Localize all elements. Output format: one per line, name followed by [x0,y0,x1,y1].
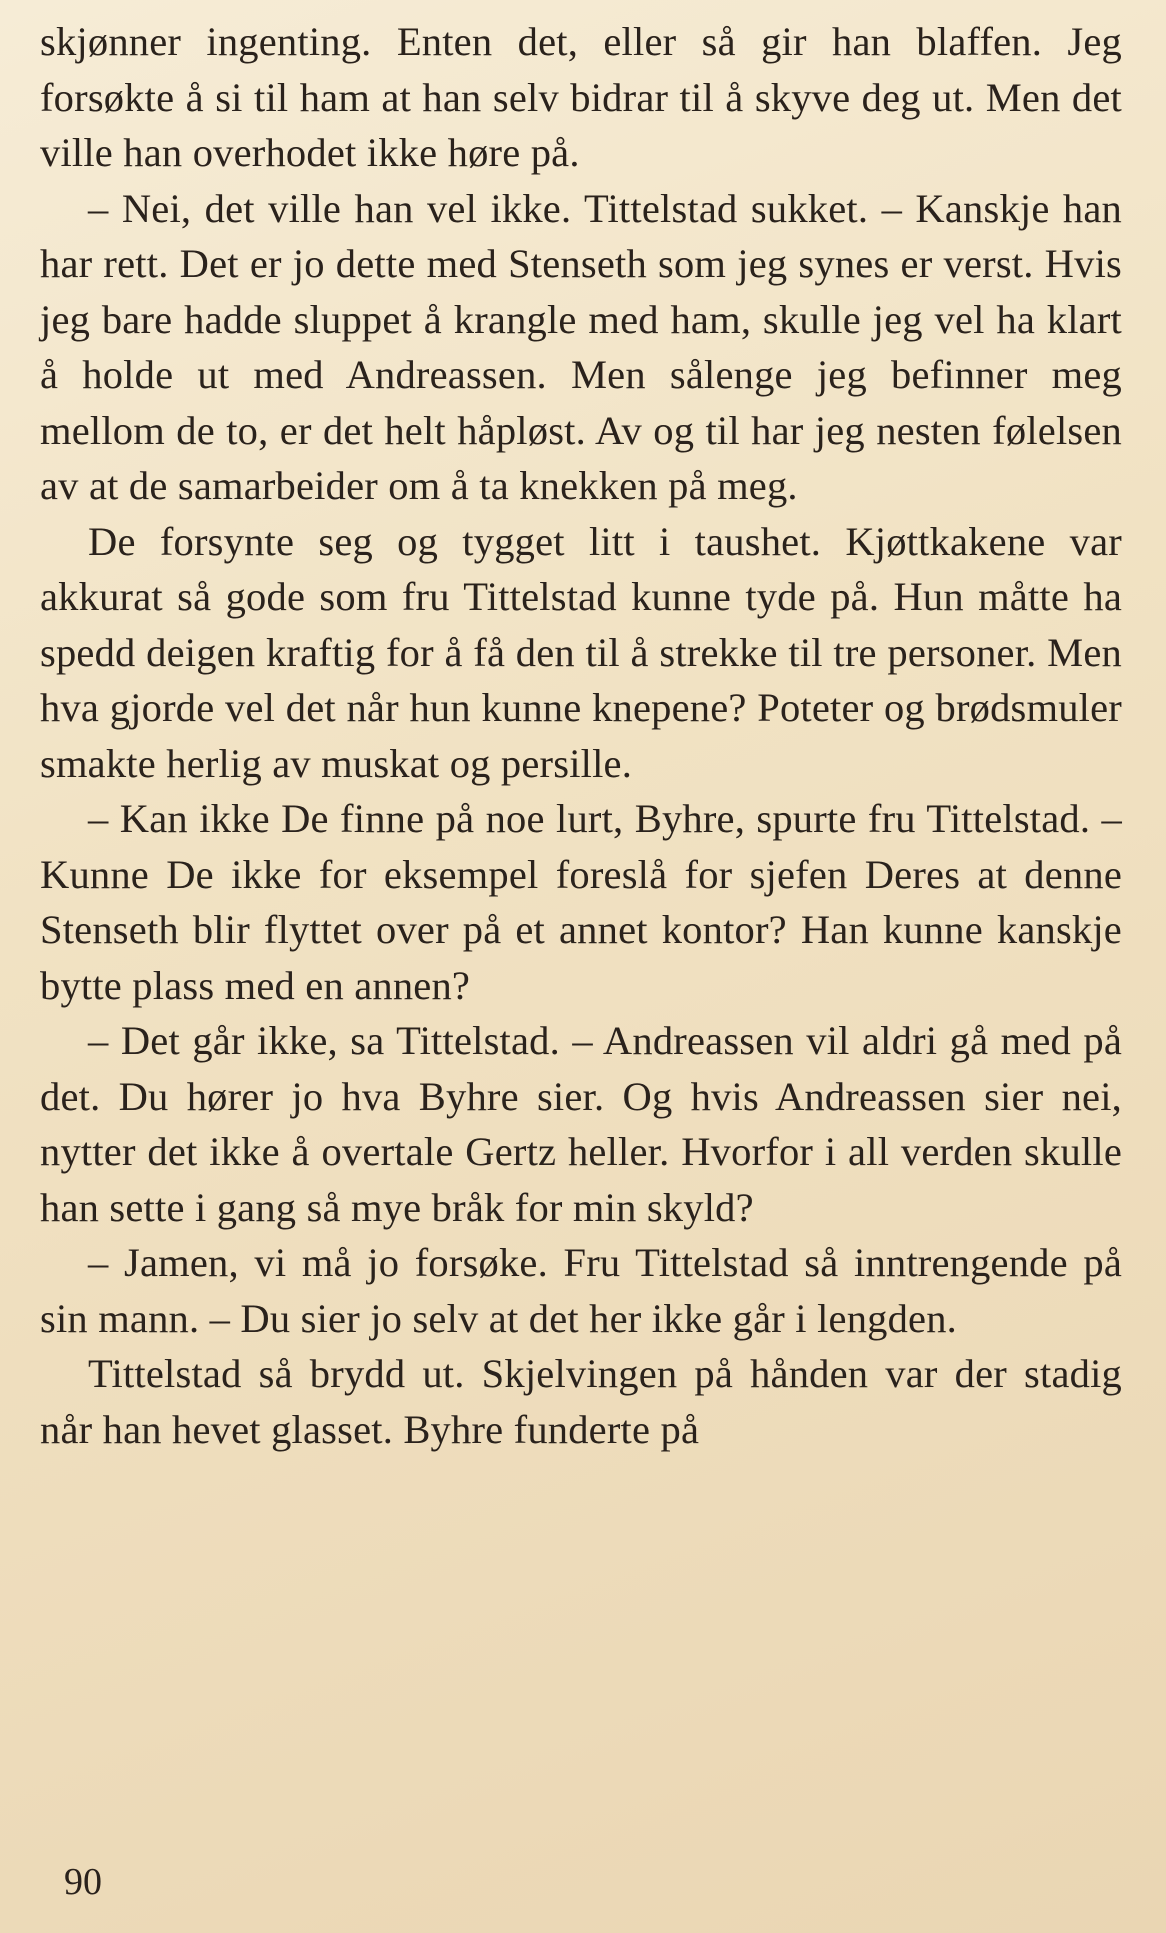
paragraph: skjønner ingenting. Enten det, eller så gir han blaffen. Jeg forsøkte å si til ham at han selv bidrar til å skyve deg ut. Men det ville han overhodet ikke høre på. [40,19,1122,175]
paragraph: Tittelstad så brydd ut. Skjelvingen på hånden var der stadig når han hevet glasset. Byhre funderte på [40,1351,1122,1452]
paragraph: – Det går ikke, sa Tittelstad. – Andreassen vil aldri gå med på det. Du hører jo hva Byhre sier. Og hvis Andreassen sier nei, nytter det ikke å overtale Gertz heller. Hvorfor i all verden skulle han sette i gang så mye bråk for min skyld? [40,1018,1122,1230]
paragraph: – Nei, det ville han vel ikke. Tittelstad sukket. – Kanskje han har rett. Det er jo dette med Stenseth som jeg synes er verst. Hvis jeg bare hadde sluppet å krangle med ham, skulle jeg vel ha klart å holde ut med Andreassen. Men sålenge jeg befinner meg mellom de to, er det helt håpløst. Av og til har jeg nesten følelsen av at de samarbeider om å ta knekken på meg. [40,185,1122,508]
page-number: 90 [64,1861,102,1903]
paragraph: – Kan ikke De finne på noe lurt, Byhre, spurte fru Tittelstad. – Kunne De ikke for eksempel foreslå for sjefen Deres at denne Stenseth blir flyttet over på et annet kontor? Han kunne kanskje bytte plass med en annen? [40,796,1122,1008]
paragraph: – Jamen, vi må jo forsøke. Fru Tittelstad så inntrengende på sin mann. – Du sier jo selv at det her ikke går i lengden. [40,1240,1122,1341]
paragraph: De forsynte seg og tygget litt i taushet. Kjøttkakene var akkurat så gode som fru Tittelstad kunne tyde på. Hun måtte ha spedd deigen kraftig for å få den til å strekke til tre personer. Men hva gjorde vel det når hun kunne knepene? Poteter og brødsmuler smakte herlig av muskat og persille. [40,518,1122,786]
